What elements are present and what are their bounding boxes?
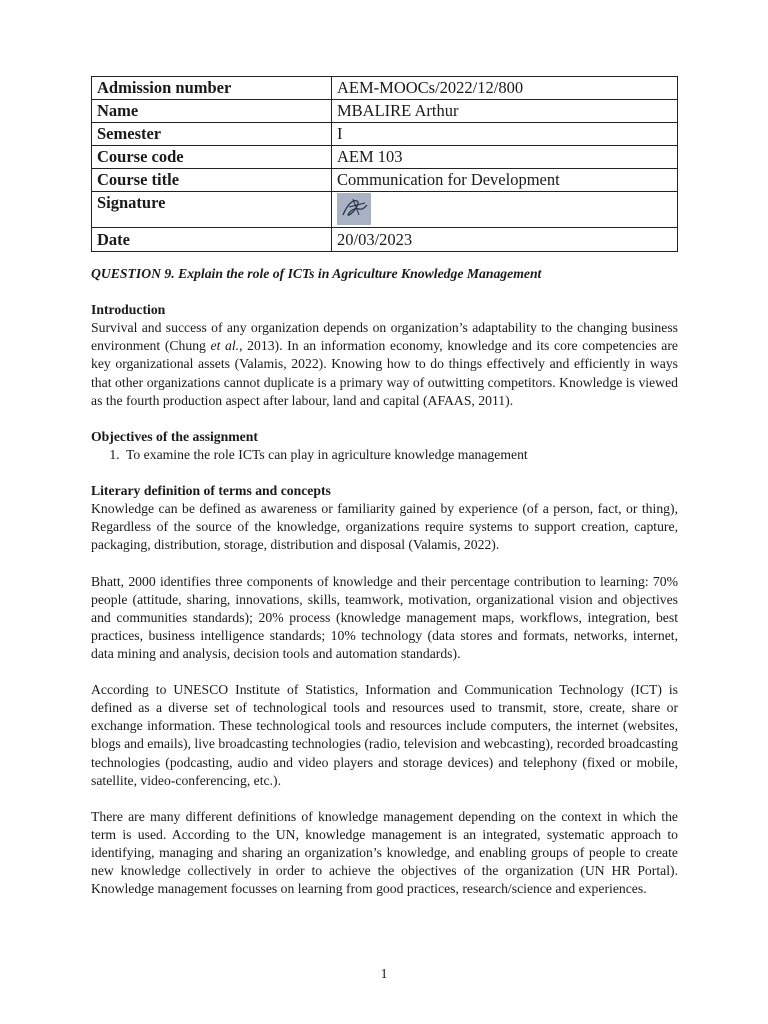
definitions-heading: Literary definition of terms and concepts bbox=[91, 483, 331, 499]
info-value: AEM-MOOCs/2022/12/800 bbox=[332, 77, 678, 100]
info-value: Communication for Development bbox=[332, 169, 678, 192]
definition-paragraph: There are many different definitions of knowledge management depending on the context in which the term is used. According to the UN, knowledge management is an integrated, systematic approach to identifying, managing and sharing an organization’s knowledge, and enabling groups of people to create new knowledge collectively in order to achieve the objectives of the organization (UN HR Portal). Knowledge management focusses on learning from good practices, research/science and experiences. bbox=[91, 808, 678, 897]
signature-cell bbox=[332, 192, 678, 228]
citation-etal: et al. bbox=[210, 338, 240, 354]
objectives-list bbox=[91, 446, 678, 464]
signature-image bbox=[337, 193, 371, 225]
introduction-heading: Introduction bbox=[91, 302, 166, 318]
info-row-semester bbox=[92, 123, 678, 146]
objectives-heading: Objectives of the assignment bbox=[91, 428, 258, 444]
info-label: Date bbox=[92, 228, 332, 252]
page-number: 1 bbox=[380, 966, 388, 981]
info-value: MBALIRE Arthur bbox=[332, 100, 678, 123]
introduction-text-part: , 2013). In an information economy, knowledge and its core competencies are key organizational assets (Valamis, 2022). Knowing how to do things effectively and efficiently in ways that other organizations cannot duplicate is a primary way of outwitting competitors. Knowledge is viewed as the fourth production aspect after labour, land and capital (AFAAS, 2011). bbox=[91, 338, 679, 408]
info-value: 20/03/2023 bbox=[332, 228, 678, 252]
student-info-table bbox=[91, 76, 678, 252]
introduction-text-part: Survival and success of any organization depends on organization’s adaptability to the changing business environment (Chung bbox=[91, 320, 678, 354]
objective-item: 1. To examine the role ICTs can play in agriculture knowledge management bbox=[123, 446, 678, 464]
definition-paragraph: According to UNESCO Institute of Statistics, Information and Communication Technology (ICT) is defined as a diverse set of technological tools and resources used to transmit, store, create, share or exchange information. These technological tools and resources include computers, the internet (websites, blogs and emails), live broadcasting technologies (radio, television and webcasting), recorded broadcasting technologies (podcasting, audio and video players and storage devices) and telephony (fixed or mobile, satellite, video-conferencing, etc.). bbox=[91, 682, 678, 788]
info-row-course-title bbox=[92, 169, 678, 192]
info-label: Admission number bbox=[92, 77, 332, 100]
definition-paragraph: Bhatt, 2000 identifies three components of knowledge and their percentage contribution to learning: 70% people (attitude, sharing, innovations, skills, teamwork, motivation, organizational vision and objectives and communities standards); 20% process (knowledge management maps, workflows, integration, best practices, business intelligence standards; 10% technology (data stores and formats, networks, internet, data mining and analysis, decision tools and automation standards). bbox=[91, 573, 678, 661]
info-row-name bbox=[92, 100, 678, 123]
info-row-date bbox=[92, 228, 678, 252]
info-label: Signature bbox=[92, 192, 332, 228]
introduction-paragraph bbox=[91, 319, 678, 409]
info-label: Semester bbox=[92, 123, 332, 146]
info-label: Course code bbox=[92, 146, 332, 169]
info-value: I bbox=[332, 123, 678, 146]
info-label: Course title bbox=[92, 169, 332, 192]
info-value: AEM 103 bbox=[332, 146, 678, 169]
info-row-signature bbox=[92, 192, 678, 228]
definition-paragraph: Knowledge can be defined as awareness or familiarity gained by experience (of a person, fact, or thing), Regardless of the source of the knowledge, organizations require systems to support creation, capture, packaging, distribution, storage, distribution and disposal (Valamis, 2022). bbox=[91, 501, 678, 553]
info-row-course-code bbox=[92, 146, 678, 169]
document-body bbox=[91, 265, 678, 898]
info-row-admission bbox=[92, 77, 678, 100]
question-heading: QUESTION 9. Explain the role of ICTs in Agriculture Knowledge Management bbox=[91, 266, 542, 281]
info-label: Name bbox=[92, 100, 332, 123]
